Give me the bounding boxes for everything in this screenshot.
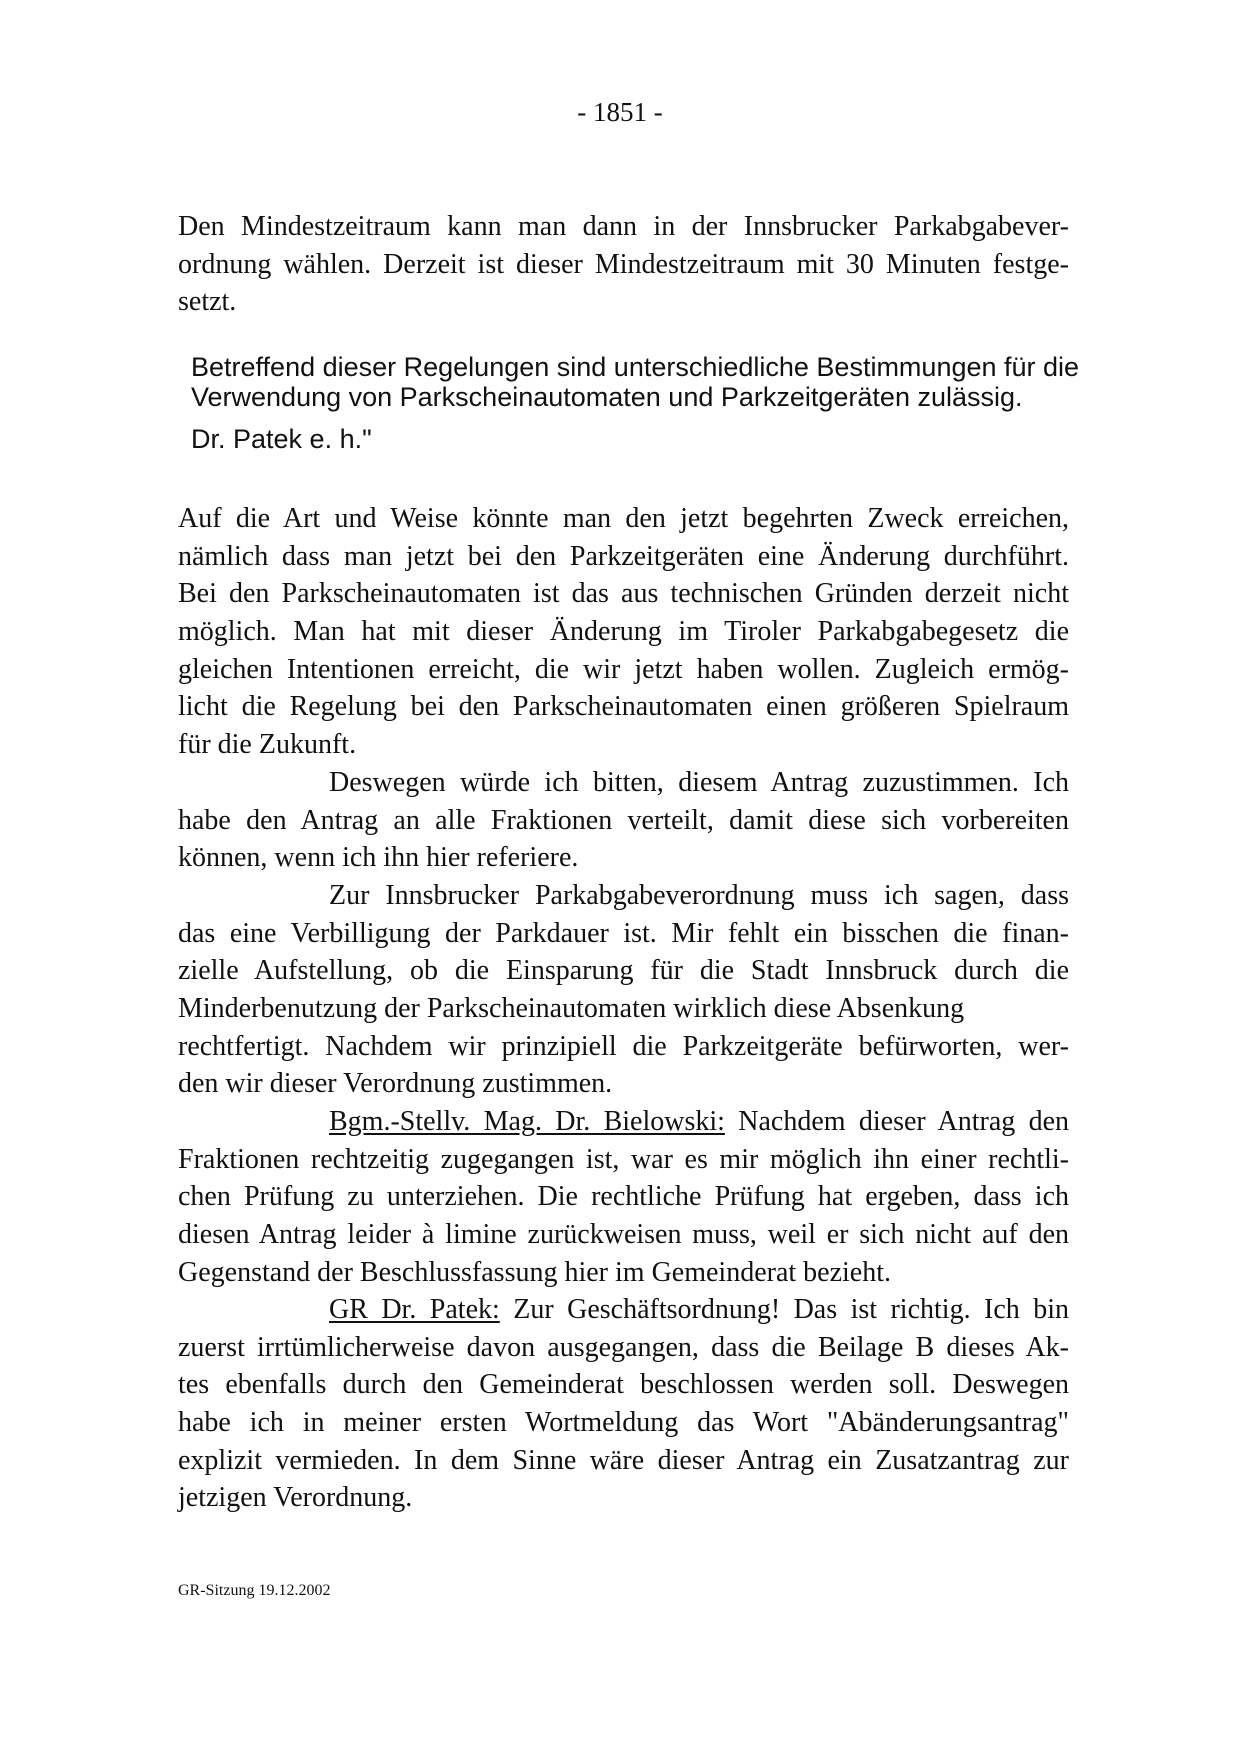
- body-paragraph-3: [178, 877, 1069, 1103]
- body-paragraph-2: [178, 764, 1069, 877]
- text-line: nämlich dass man jetzt bei den Parkzeitgeräten eine Änderung durchführt.: [178, 540, 1069, 572]
- text-line: habe ich in meiner ersten Wortmeldung das Wort "Abänderungsantrag": [178, 1407, 1069, 1439]
- quote-signature: Dr. Patek e. h.": [191, 424, 372, 454]
- text-line: setzt.: [178, 286, 237, 318]
- text-line: Auf die Art und Weise könnte man den jetzt begehrten Zweck erreichen,: [178, 503, 1069, 534]
- text-line: licht die Regelung bei den Parkscheinautomaten einen größeren Spielraum: [178, 691, 1069, 723]
- text-line: gleichen Intentionen erreicht, die wir jetzt haben wollen. Zugleich ermög-: [178, 653, 1069, 685]
- speaker-name: Bgm.-Stellv. Mag. Dr. Bielowski:: [329, 1106, 725, 1137]
- text-line: können, wenn ich ihn hier referiere.: [178, 842, 579, 874]
- text-line: habe den Antrag an alle Fraktionen verteilt, damit diese sich vorbereiten: [178, 804, 1069, 836]
- speech-text: Zur Geschäftsordnung! Das ist richtig. Ich bin: [499, 1294, 1069, 1325]
- text-line: diesen Antrag leider à limine zurückweisen muss, weil er sich nicht auf den: [178, 1219, 1069, 1251]
- speaker-name: GR Dr. Patek:: [329, 1294, 500, 1325]
- text-line: für die Zukunft.: [178, 729, 357, 761]
- text-line: zielle Aufstellung, ob die Einsparung für die Stadt Innsbruck durch die: [178, 955, 1069, 987]
- text-line: Bei den Parkscheinautomaten ist das aus technischen Gründen derzeit nicht: [178, 578, 1069, 610]
- page-footer: GR-Sitzung 19.12.2002: [178, 1582, 331, 1599]
- speech-text: Nachdem dieser Antrag den: [724, 1106, 1069, 1137]
- text-line: [178, 1103, 1069, 1141]
- quote-line: Betreffend dieser Regelungen sind unterschiedliche Bestimmungen für die: [191, 352, 1080, 382]
- text-line: Zur Innsbrucker Parkabgabeverordnung muss ich sagen, dass: [329, 880, 1069, 911]
- text-line: [178, 1291, 1069, 1329]
- body-paragraph-1: [178, 500, 1069, 764]
- text-line: Gegenstand der Beschlussfassung hier im Gemeinderat bezieht.: [178, 1256, 892, 1288]
- text-line: rechtfertigt. Nachdem wir prinzipiell die Parkzeitgeräte befürworten, wer-: [178, 1030, 1069, 1062]
- text-line: den wir dieser Verordnung zustimmen.: [178, 1068, 613, 1100]
- body-paragraph-4: [178, 1103, 1069, 1291]
- text-line: chen Prüfung zu unterziehen. Die rechtliche Prüfung hat ergeben, dass ich: [178, 1181, 1069, 1213]
- text-line: Fraktionen rechtzeitig zugegangen ist, war es mir möglich ihn einer rechtli-: [178, 1143, 1069, 1175]
- text-line: zuerst irrtümlicherweise davon ausgegangen, dass die Beilage B dieses Ak-: [178, 1331, 1069, 1363]
- text-line: Minderbenutzung der Parkscheinautomaten wirklich diese Absenkung: [178, 993, 965, 1025]
- text-line: tes ebenfalls durch den Gemeinderat beschlossen werden soll. Deswegen: [178, 1369, 1069, 1401]
- quote-line: Verwendung von Parkscheinautomaten und Parkzeitgeräten zulässig.: [191, 381, 1023, 412]
- text-line: das eine Verbilligung der Parkdauer ist. Mir fehlt ein bisschen die finan-: [178, 917, 1069, 949]
- text-line: ordnung wählen. Derzeit ist dieser Mindestzeitraum mit 30 Minuten festge-: [178, 248, 1069, 280]
- text-line: Den Mindestzeitraum kann man dann in der Innsbrucker Parkabgabever-: [178, 211, 1069, 242]
- text-line: explizit vermieden. In dem Sinne wäre dieser Antrag ein Zusatzantrag zur: [178, 1444, 1069, 1476]
- quoted-motion: [191, 352, 1080, 412]
- intro-paragraph: [178, 208, 1069, 321]
- body-paragraph-5: [178, 1291, 1069, 1517]
- page-number: - 1851 -: [577, 97, 663, 127]
- text-line: jetzigen Verordnung.: [178, 1482, 413, 1514]
- text-line: möglich. Man hat mit dieser Änderung im Tiroler Parkabgabegesetz die: [178, 616, 1069, 648]
- text-line: Deswegen würde ich bitten, diesem Antrag zuzustimmen. Ich: [329, 767, 1069, 798]
